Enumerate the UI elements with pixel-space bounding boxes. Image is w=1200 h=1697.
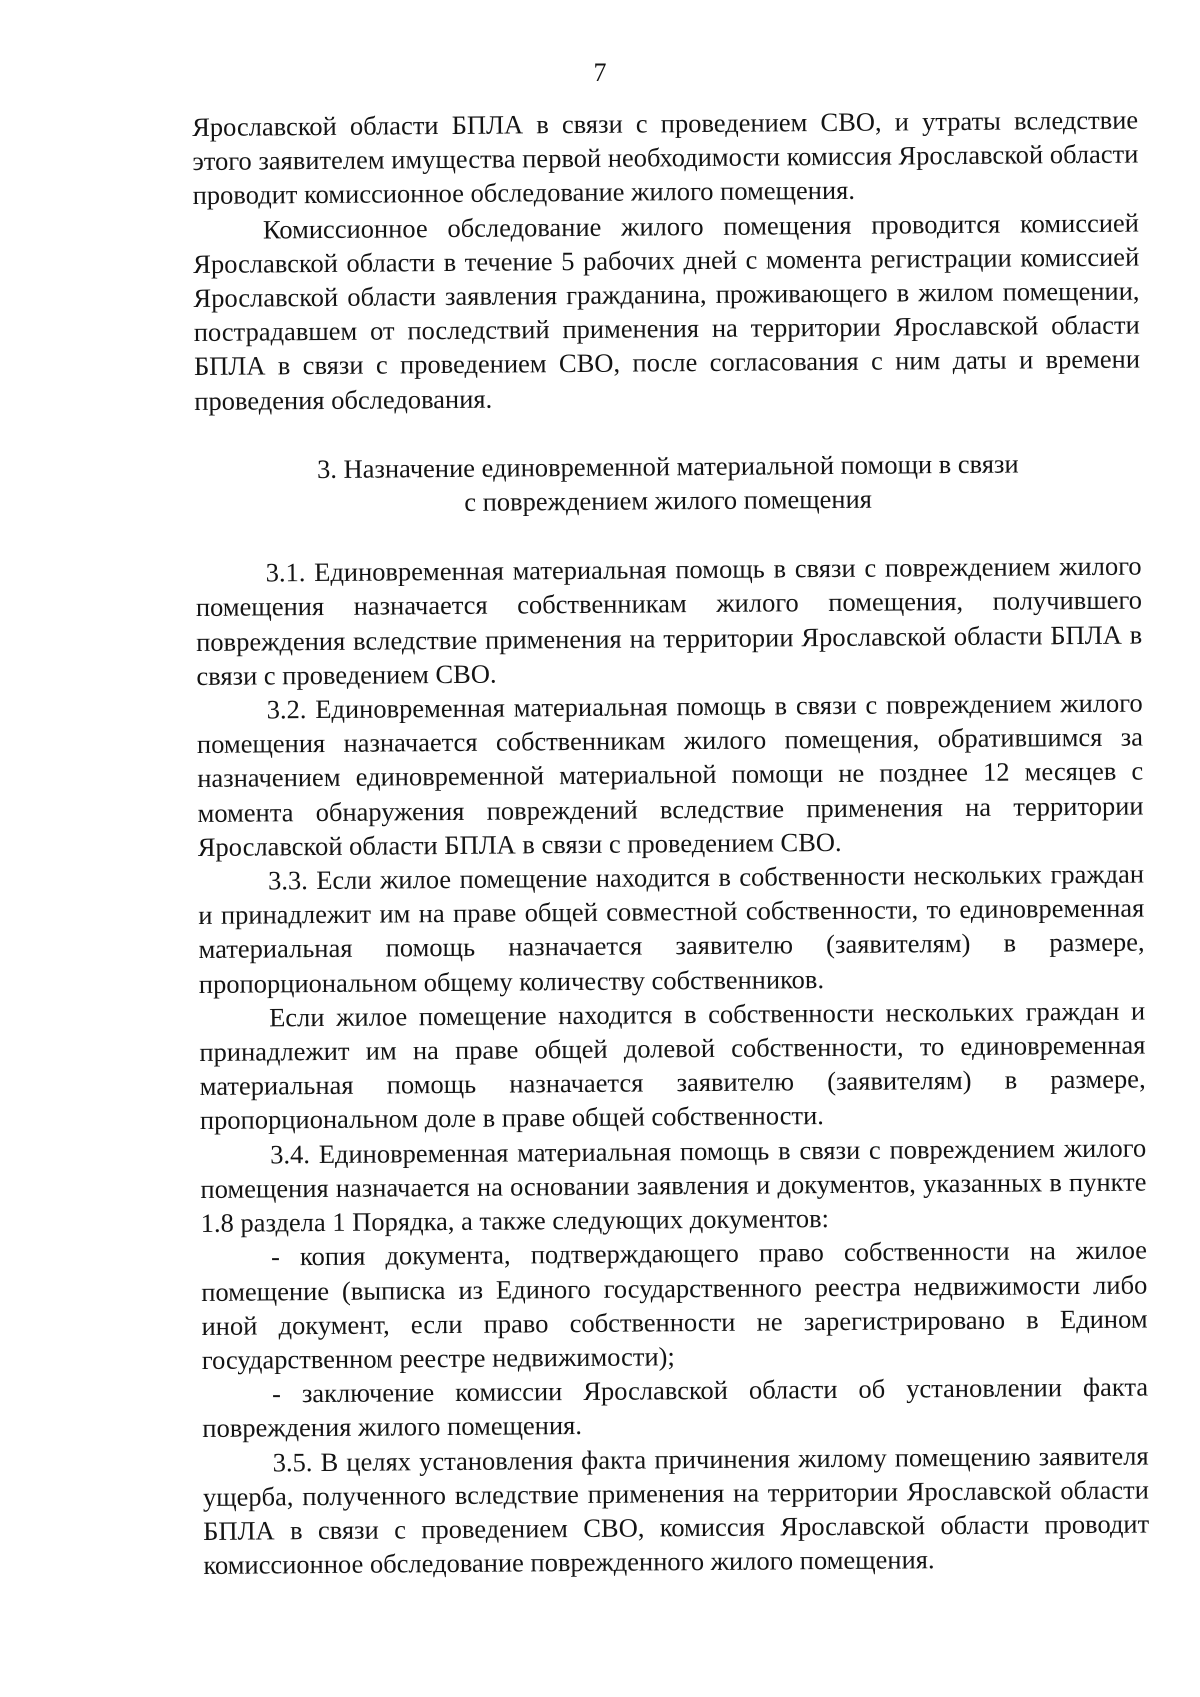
paragraph-commission-inspection: Комиссионное обследование жилого помещения проводится комиссией Ярославской области в течение 5 рабочих дней с момента регистрации комиссией Ярославской области заявления гражданина, проживающего в жилом помещении, пострадавшем от последствий применения на территории Ярославской области БПЛА в связи с проведением СВО, после согласования с ним даты и времени проведения обследования. xyxy=(193,207,1141,416)
page-number: 7 xyxy=(593,58,607,87)
clause-3-3: 3.3. Если жилое помещение находится в собственности нескольких граждан и принадлежит им на праве общей совместной собственности, то единовременная материальная помощь назначается заявителю (заявителям) в размере, пропорциональном общему количеству собственников. xyxy=(198,858,1145,999)
section-heading xyxy=(195,445,1142,521)
clause-3-2: 3.2. Единовременная материальная помощь в связи с повреждением жилого помещения назначается собственникам жилого помещения, обратившимся за назначением единовременной материальной помощи не позднее 12 месяцев с момента обнаружения повреждений вследствие применения на территории Ярославской области БПЛА в связи с проведением СВО. xyxy=(196,687,1144,862)
clause-3-4: 3.4. Единовременная материальная помощь в связи с повреждением жилого помещения назначается на основании заявления и документов, указанных в пункте 1.8 раздела 1 Порядка, а также следующих документов: xyxy=(200,1132,1147,1239)
document-body xyxy=(192,103,1150,1583)
clause-3-1: 3.1. Единовременная материальная помощь в связи с повреждением жилого помещения назначается собственникам жилого помещения, получившего повреждения вследствие применения на территории Ярославской области БПЛА в связи с проведением СВО. xyxy=(195,550,1143,691)
clause-3-4-document-ownership: - копия документа, подтверждающего право собственности на жилое помещение (выписка из Единого государственного реестра недвижимости либо иной документ, если право собственности не зарегистрировано в Едином государственном реестре недвижимости); xyxy=(201,1234,1148,1375)
clause-3-3-shared-ownership: Если жилое помещение находится в собственности нескольких граждан и принадлежит им на праве общей долевой собственности, то единовременная материальная помощь назначается заявителю (заявителям) в размере, пропорциональном доле в праве общей собственности. xyxy=(199,995,1146,1136)
clause-3-5: 3.5. В целях установления факта причинения жилому помещению заявителя ущерба, полученного вследствие применения на территории Ярославской области БПЛА в связи с проведением СВО, комиссия Ярославской области проводит комиссионное обследование поврежденного жилого помещения. xyxy=(202,1440,1150,1581)
section-heading-line-2: с повреждением жилого помещения xyxy=(464,483,873,517)
clause-3-4-commission-conclusion: - заключение комиссии Ярославской области об установлении факта повреждения жилого помещения. xyxy=(202,1371,1149,1444)
paragraph-continuation: Ярославской области БПЛА в связи с проведением СВО, и утраты вследствие этого заявителем имущества первой необходимости комиссия Ярославской области проводит комиссионное обследование жилого помещения. xyxy=(192,104,1139,211)
section-heading-line-1: 3. Назначение единовременной материальной помощи в связи xyxy=(316,448,1019,484)
